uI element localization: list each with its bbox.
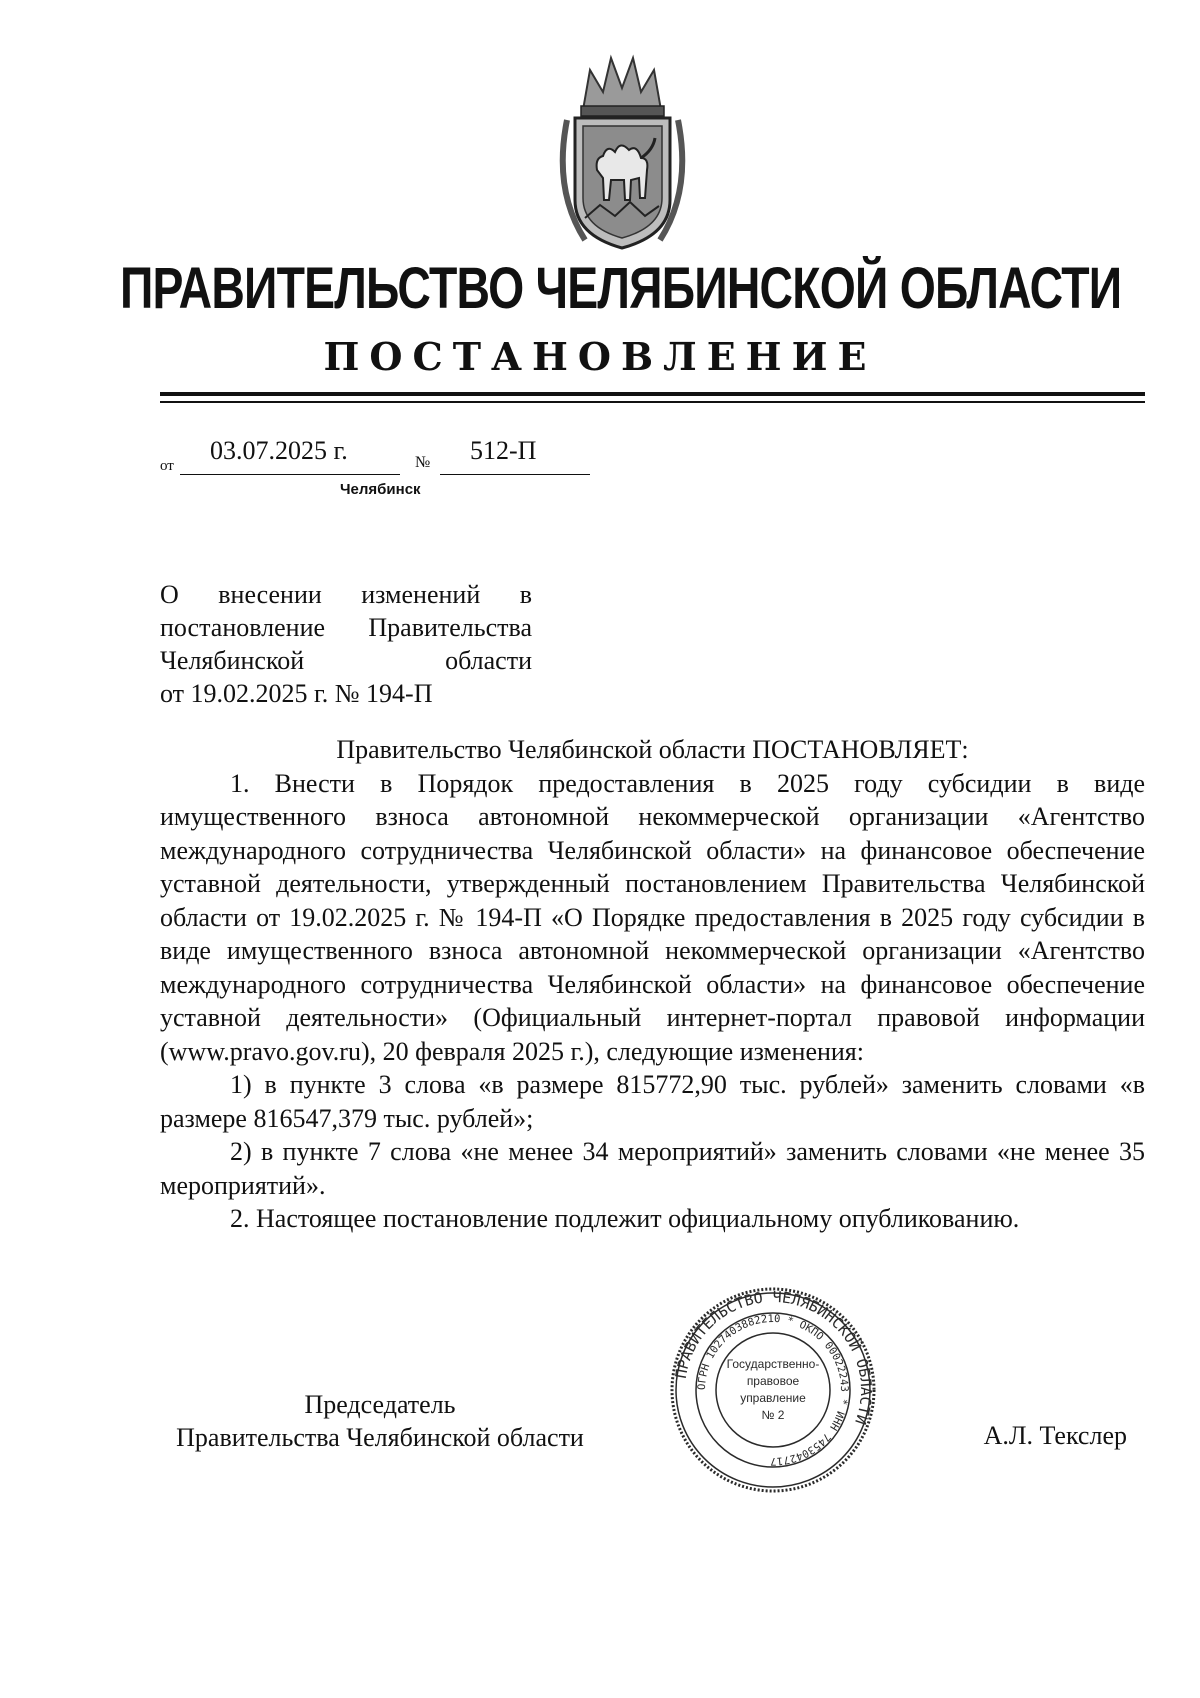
subject-line: Челябинской области xyxy=(160,646,532,675)
header-divider-thick xyxy=(160,392,1145,396)
number-label: № xyxy=(415,454,431,471)
subject-line: постановление Правительства xyxy=(160,613,532,642)
stamp-center-line: правовое xyxy=(746,1374,800,1388)
date-underline xyxy=(180,474,400,475)
document-body xyxy=(160,733,1145,1236)
paragraph-subitem-1: 1) в пункте 3 слова «в размере 815772,90 тыс. рублей» заменить словами «в размере 816547,379 тыс. рублей»; xyxy=(160,1070,1145,1133)
position-line: Председатель xyxy=(304,1390,456,1419)
subject-line: от 19.02.2025 г. № 194-П xyxy=(160,679,433,708)
doc-type-title: ПОСТАНОВЛЕНИЕ xyxy=(323,334,877,379)
date-prefix-label: от xyxy=(160,458,174,474)
document-date: 03.07.2025 г. xyxy=(210,436,348,465)
stamp-center-line: управление xyxy=(740,1391,806,1405)
paragraph-subitem-2: 2) в пункте 7 слова «не менее 34 мероприятий» заменить словами «не менее 35 мероприятий». xyxy=(160,1137,1145,1200)
document-number: 512-П xyxy=(470,436,537,465)
preamble: Правительство Челябинской области ПОСТАНОВЛЯЕТ: xyxy=(336,735,969,764)
header-divider-thin xyxy=(160,401,1145,403)
city-label: Челябинск xyxy=(340,481,421,498)
signatory-position xyxy=(160,1388,600,1454)
official-seal-stamp xyxy=(668,1285,878,1495)
stamp-center-line: № 2 xyxy=(761,1408,785,1422)
coat-of-arms-icon xyxy=(545,40,700,255)
stamp-inner-text: ОГРН 1027403882210 * ОКПО 00022243 * ИНН 7453042717 xyxy=(695,1312,851,1468)
paragraph-item-2: 2. Настоящее постановление подлежит официальному опубликованию. xyxy=(230,1204,1020,1233)
stamp-center-line: Государственно- xyxy=(726,1357,820,1371)
number-underline xyxy=(440,474,590,475)
stamp-outer-text: ПРАВИТЕЛЬСТВО ЧЕЛЯБИНСКОЙ ОБЛАСТИ xyxy=(671,1287,876,1427)
signatory-name: А.Л. Текслер xyxy=(983,1421,1127,1450)
subject-line: О внесении изменений в xyxy=(160,580,532,609)
position-line: Правительства Челябинской области xyxy=(176,1423,584,1452)
paragraph-item-1: 1. Внести в Порядок предоставления в 2025 году субсидии в виде имущественного взноса автономной некоммерческой организации «Агентство международного сотрудничества Челябинской области» на финансовое обеспечение уставной деятельности, утвержденный постановлением Правительства Челябинской области от 19.02.2025 г. № 194-П «О Порядке предоставления в 2025 году субсидии в виде имущественного взноса автономной некоммерческой организации «Агентство международного сотрудничества Челябинской области» на финансовое обеспечение уставной деятельности» (Официальный интернет-портал правовой информации (www.pravo.gov.ru), 20 февраля 2025 г.), следующие изменения: xyxy=(160,768,1145,1066)
org-title: ПРАВИТЕЛЬСТВО ЧЕЛЯБИНСКОЙ ОБЛАСТИ xyxy=(120,256,1122,321)
document-subject xyxy=(160,578,532,710)
